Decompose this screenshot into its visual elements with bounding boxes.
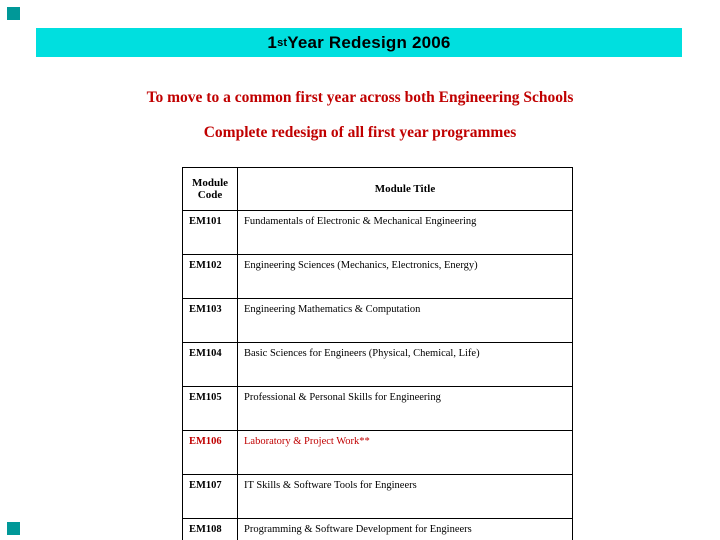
table-row [183, 211, 573, 255]
module-title-cell: Programming & Software Development for Engineers [238, 519, 573, 540]
table-row [183, 343, 573, 387]
module-code-cell: EM104 [183, 343, 238, 387]
column-header-module-code: Module Code [183, 168, 238, 211]
module-code-cell: EM105 [183, 387, 238, 431]
slide-title-rest: Year Redesign 2006 [287, 32, 451, 52]
table-row [183, 255, 573, 299]
module-code-cell: EM108 [183, 519, 238, 540]
module-title-cell: Professional & Personal Skills for Engineering [238, 387, 573, 431]
module-code-cell: EM107 [183, 475, 238, 519]
module-title-cell: Engineering Sciences (Mechanics, Electronics, Energy) [238, 255, 573, 299]
module-title-cell: Basic Sciences for Engineers (Physical, Chemical, Life) [238, 343, 573, 387]
module-title-cell: Engineering Mathematics & Computation [238, 299, 573, 343]
table-header-row [183, 168, 573, 211]
module-code-cell: EM101 [183, 211, 238, 255]
subtitle-line-2: Complete redesign of all first year programmes [203, 124, 517, 141]
subtitle-line-1: To move to a common first year across both Engineering Schools [146, 89, 574, 106]
module-table [182, 167, 573, 540]
module-title-cell: IT Skills & Software Tools for Engineers [238, 475, 573, 519]
table-row [183, 299, 573, 343]
column-header-module-title: Module Title [238, 168, 573, 211]
table-row [183, 431, 573, 475]
module-title-cell: Fundamentals of Electronic & Mechanical Engineering [238, 211, 573, 255]
table-row [183, 387, 573, 431]
slide-title-bar: 1 st Year Redesign 2006 [36, 28, 682, 57]
corner-square-bottom-left [7, 522, 20, 535]
module-code-cell: EM102 [183, 255, 238, 299]
module-title-cell: Laboratory & Project Work** [238, 431, 573, 475]
module-code-cell: EM106 [183, 431, 238, 475]
module-code-cell: EM103 [183, 299, 238, 343]
slide-title-prefix: 1 [267, 32, 278, 52]
table-row [183, 519, 573, 540]
table-row [183, 475, 573, 519]
corner-square-top-left [7, 7, 20, 20]
